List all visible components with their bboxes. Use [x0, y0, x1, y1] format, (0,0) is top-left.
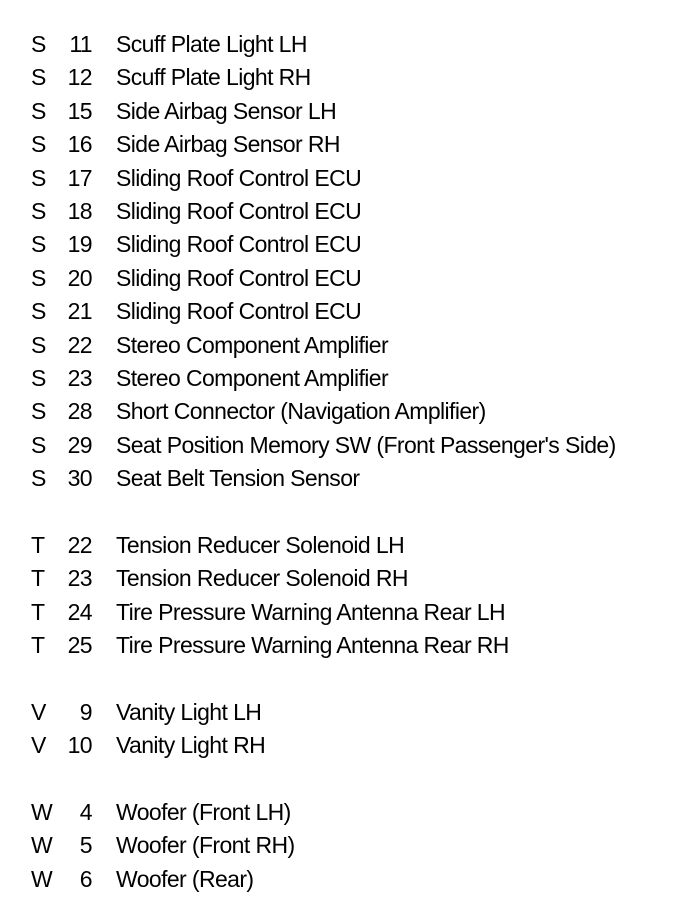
connector-name: Tire Pressure Warning Antenna Rear RH: [116, 632, 509, 659]
connector-code: W: [31, 798, 53, 825]
list-item: [0, 195, 688, 228]
connector-number: 28: [67, 398, 92, 425]
list-item: [0, 863, 688, 896]
list-item: [0, 61, 688, 94]
connector-number: 5: [79, 832, 92, 859]
list-item: [0, 228, 688, 261]
connector-code: V: [31, 698, 46, 725]
connector-name: Vanity Light LH: [116, 698, 262, 725]
connector-name: Seat Position Memory SW (Front Passenger's Side): [116, 431, 616, 458]
list-item: [0, 829, 688, 862]
connector-code: S: [31, 197, 46, 224]
connector-code: T: [31, 632, 45, 659]
connector-code: V: [31, 732, 46, 759]
connector-number: 19: [67, 231, 92, 258]
connector-name: Tension Reducer Solenoid RH: [116, 565, 408, 592]
connector-code: S: [31, 264, 46, 291]
connector-code: T: [31, 598, 45, 625]
connector-name: Scuff Plate Light RH: [116, 64, 311, 91]
list-item: [0, 329, 688, 362]
connector-group-s: [0, 28, 688, 495]
list-item: [0, 28, 688, 61]
connector-number: 24: [67, 598, 92, 625]
connector-code: S: [31, 97, 46, 124]
connector-number: 30: [67, 465, 92, 492]
list-item: [0, 395, 688, 428]
connector-code: S: [31, 131, 46, 158]
connector-name: Vanity Light RH: [116, 732, 266, 759]
connector-group-v: [0, 696, 688, 763]
list-item: [0, 128, 688, 161]
connector-number: 21: [67, 298, 92, 325]
connector-name: Stereo Component Amplifier: [116, 331, 389, 358]
connector-code: S: [31, 298, 46, 325]
connector-code: S: [31, 64, 46, 91]
connector-name: Tension Reducer Solenoid LH: [116, 531, 405, 558]
list-item: [0, 596, 688, 629]
connector-code: S: [31, 164, 46, 191]
connector-group-w: [0, 796, 688, 896]
connector-name: Sliding Roof Control ECU: [116, 231, 362, 258]
connector-list: [0, 28, 688, 896]
connector-number: 11: [69, 31, 92, 57]
connector-name: Stereo Component Amplifier: [116, 364, 389, 391]
connector-name: Scuff Plate Light LH: [116, 31, 307, 57]
connector-name: Sliding Roof Control ECU: [116, 298, 362, 325]
list-item: [0, 295, 688, 328]
connector-number: 23: [67, 364, 92, 391]
connector-code: T: [31, 565, 45, 592]
connector-number: 4: [79, 798, 92, 825]
list-item: [0, 629, 688, 662]
connector-name: Side Airbag Sensor RH: [116, 131, 340, 158]
connector-code: S: [31, 231, 46, 258]
list-item: [0, 429, 688, 462]
connector-number: 18: [67, 197, 92, 224]
connector-code: S: [31, 364, 46, 391]
list-item: [0, 696, 688, 729]
list-item: [0, 729, 688, 762]
connector-code: W: [31, 865, 53, 892]
connector-number: 22: [67, 531, 92, 558]
connector-name: Sliding Roof Control ECU: [116, 164, 362, 191]
connector-number: 16: [67, 131, 92, 158]
connector-name: Woofer (Rear): [116, 865, 254, 892]
connector-name: Woofer (Front LH): [116, 798, 291, 825]
connector-group-t: [0, 529, 688, 663]
list-item: [0, 462, 688, 495]
list-item: [0, 529, 688, 562]
connector-name: Tire Pressure Warning Antenna Rear LH: [116, 598, 506, 625]
connector-name: Side Airbag Sensor LH: [116, 97, 337, 124]
connector-code: S: [31, 31, 46, 57]
connector-name: Seat Belt Tension Sensor: [116, 465, 360, 492]
connector-number: 15: [67, 97, 92, 124]
list-item: [0, 95, 688, 128]
list-item: [0, 362, 688, 395]
connector-name: Sliding Roof Control ECU: [116, 264, 362, 291]
connector-name: Short Connector (Navigation Amplifier): [116, 398, 486, 425]
connector-code: S: [31, 431, 46, 458]
connector-code: S: [31, 465, 46, 492]
connector-code: S: [31, 398, 46, 425]
connector-number: 6: [79, 865, 92, 892]
connector-number: 22: [67, 331, 92, 358]
connector-number: 20: [67, 264, 92, 291]
connector-number: 12: [67, 64, 92, 91]
list-item: [0, 162, 688, 195]
connector-number: 25: [67, 632, 92, 659]
connector-name: Sliding Roof Control ECU: [116, 197, 362, 224]
list-item: [0, 262, 688, 295]
connector-number: 10: [67, 732, 92, 759]
connector-code: W: [31, 832, 53, 859]
connector-number: 23: [67, 565, 92, 592]
list-item: [0, 562, 688, 595]
connector-name: Woofer (Front RH): [116, 832, 295, 859]
connector-number: 9: [79, 698, 92, 725]
connector-code: S: [31, 331, 46, 358]
connector-code: T: [31, 531, 45, 558]
list-item: [0, 796, 688, 829]
connector-number: 29: [67, 431, 92, 458]
connector-number: 17: [67, 164, 92, 191]
